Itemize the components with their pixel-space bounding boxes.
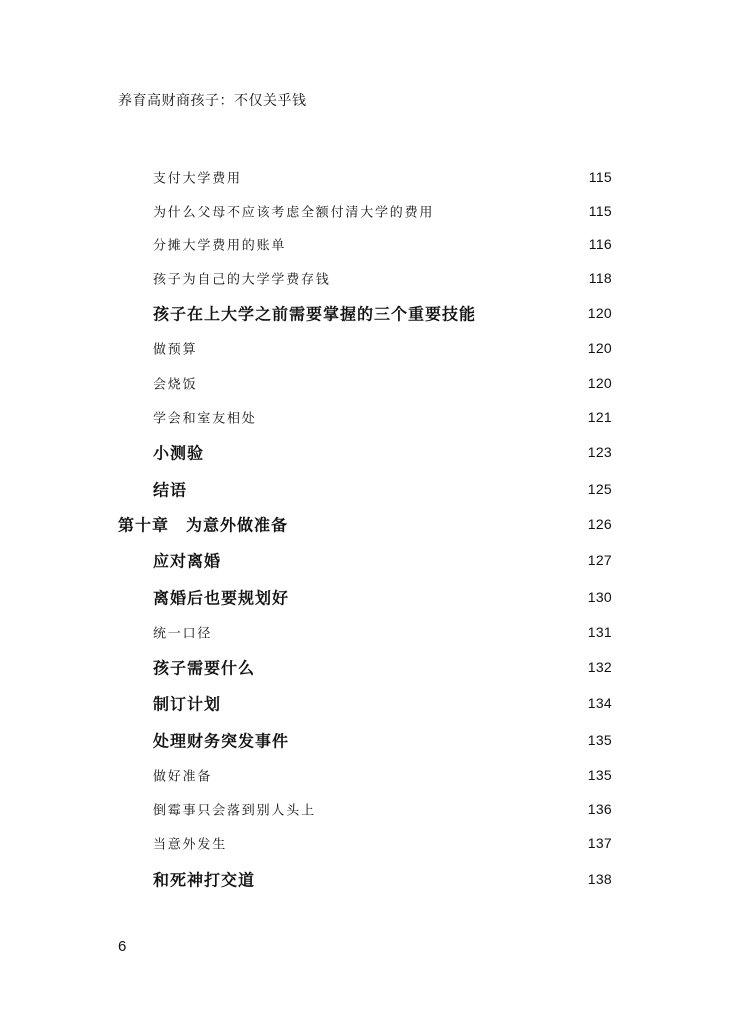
toc-entry-title: 统一口径 [153,626,213,642]
toc-entry-title: 第十章 为意外做准备 [118,515,289,535]
toc-entry-page: 136 [587,801,612,817]
toc-entry-title: 离婚后也要规划好 [153,588,290,608]
toc-entry-title: 学会和室友相处 [153,411,257,427]
toc-entry [0,437,730,467]
toc-entry-page: 121 [587,409,612,425]
toc-entry-page: 116 [588,236,612,252]
toc-entry-title: 做预算 [153,342,198,358]
page-number: 6 [118,938,127,955]
toc-entry-title: 结语 [153,480,188,500]
toc-entry [0,652,730,682]
toc-entry [0,368,730,398]
toc-entry-page: 115 [588,169,612,185]
toc-entry [0,864,730,894]
running-header: 养育高财商孩子：不仅关乎钱 [118,93,307,109]
toc-entry [0,828,730,858]
toc-entry-page: 130 [587,589,612,605]
toc-entry-page: 132 [587,659,612,675]
toc-entry-page: 137 [587,835,612,851]
toc-entry-page: 138 [587,871,612,887]
toc-entry-title: 做好准备 [153,769,213,785]
toc-entry-title: 制订计划 [153,694,222,714]
toc-entry [0,162,730,192]
toc-entry-title: 当意外发生 [153,837,228,853]
toc-entry [0,196,730,226]
toc-entry-page: 135 [587,767,612,783]
toc-entry-page: 126 [587,516,612,532]
toc-entry-title: 会烧饭 [153,377,198,393]
toc-entry [0,474,730,504]
toc-entry-title: 小测验 [153,443,205,463]
toc-entry-title: 处理财务突发事件 [153,731,290,751]
toc-entry-title: 孩子在上大学之前需要掌握的三个重要技能 [153,304,477,324]
toc-entry [0,333,730,363]
toc-entry [0,582,730,612]
toc-entry [0,298,730,328]
toc-entry-title: 应对离婚 [153,551,222,571]
toc-entry-page: 120 [587,340,612,356]
toc-entry-title: 分摊大学费用的账单 [153,238,287,254]
toc-entry-page: 115 [588,203,612,219]
toc-entry [0,688,730,718]
toc-entry-page: 127 [587,552,612,568]
toc-entry-page: 118 [588,270,612,286]
toc-entry-page: 134 [587,695,612,711]
toc-entry-title: 和死神打交道 [153,870,256,890]
toc-entry-chapter [0,509,730,539]
toc-entry-page: 120 [587,375,612,391]
toc-entry-title: 孩子为自己的大学学费存钱 [153,272,331,288]
toc-entry-page: 131 [587,624,612,640]
toc-entry [0,263,730,293]
toc-entry [0,725,730,755]
toc-entry [0,229,730,259]
toc-entry-title: 为什么父母不应该考虑全额付清大学的费用 [153,205,435,221]
toc-entry [0,402,730,432]
toc-entry-page: 125 [587,481,612,497]
toc-entry [0,545,730,575]
toc-entry-title: 孩子需要什么 [153,658,256,678]
toc-entry [0,617,730,647]
toc-entry-page: 123 [587,444,612,460]
toc-entry-title: 倒霉事只会落到别人头上 [153,803,316,819]
toc-entry [0,794,730,824]
toc-entry-title: 支付大学费用 [153,171,242,187]
toc-entry-page: 135 [587,732,612,748]
toc-entry-page: 120 [587,305,612,321]
toc-entry [0,760,730,790]
